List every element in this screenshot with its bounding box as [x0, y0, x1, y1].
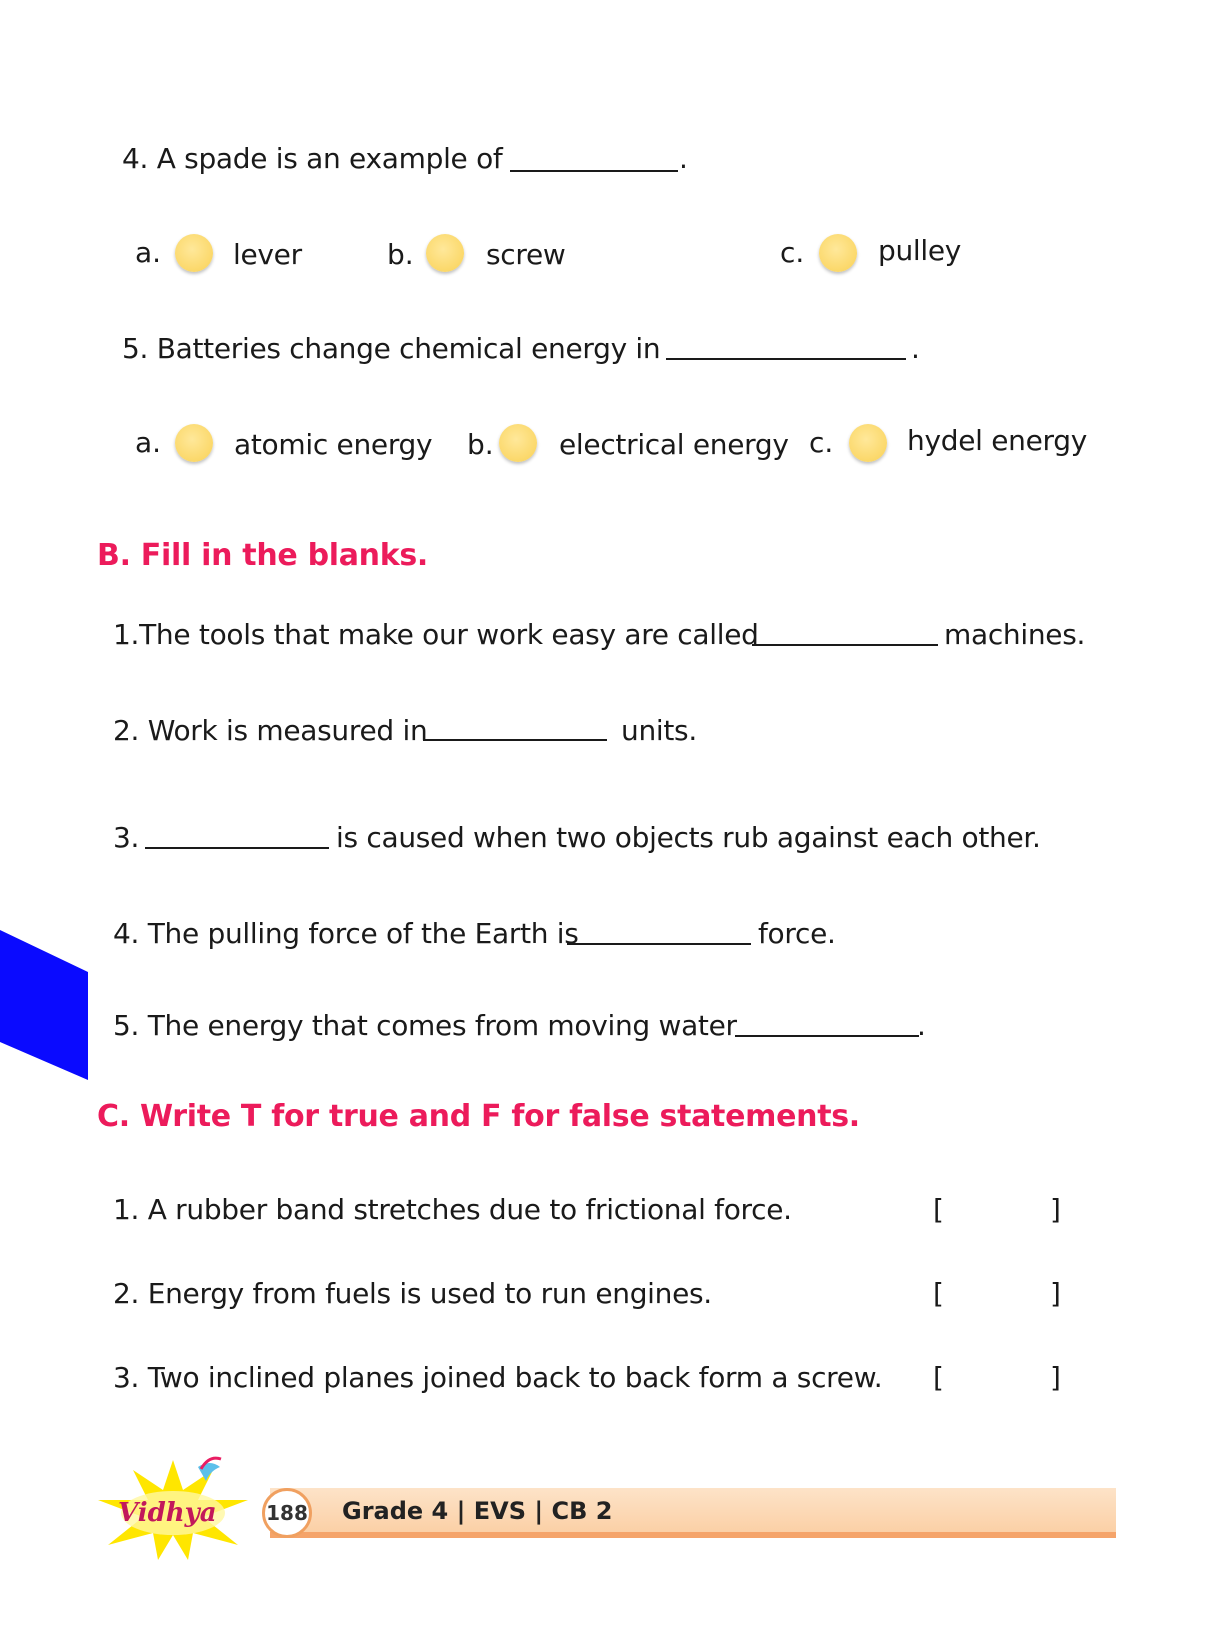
option-letter-b: b.: [387, 238, 414, 271]
option-label-pulley: pulley: [878, 234, 962, 267]
fill-item-4-before: 4. The pulling force of the Earth is: [113, 917, 579, 950]
answer-bracket-close: ]: [1050, 1361, 1061, 1394]
answer-blank[interactable]: [145, 847, 329, 849]
option-label-hydel-energy: hydel energy: [907, 424, 1087, 457]
page-number: 188: [262, 1488, 312, 1538]
option-letter-c: c.: [809, 426, 834, 459]
option-bubble-c[interactable]: [849, 424, 887, 462]
answer-blank[interactable]: [423, 739, 607, 741]
fill-item-5-after: .: [917, 1009, 926, 1042]
answer-bracket-open: [: [933, 1361, 944, 1394]
option-letter-b: b.: [467, 428, 494, 461]
tf-statement-2: 2. Energy from fuels is used to run engines.: [113, 1277, 712, 1310]
side-tab-decoration: [0, 930, 88, 1080]
question-5-text: 5. Batteries change chemical energy in: [122, 332, 661, 365]
question-4-period: .: [679, 142, 688, 175]
option-letter-c: c.: [780, 236, 805, 269]
answer-blank[interactable]: [735, 1035, 919, 1037]
option-bubble-a[interactable]: [175, 234, 213, 272]
answer-blank[interactable]: [510, 170, 678, 172]
option-label-electrical-energy: electrical energy: [559, 428, 789, 461]
question-4-text: 4. A spade is an example of: [122, 142, 503, 175]
fill-item-3-before: 3.: [113, 821, 140, 854]
answer-bracket-close: ]: [1050, 1193, 1061, 1226]
fill-item-1-after: machines.: [944, 618, 1086, 651]
answer-blank[interactable]: [666, 358, 906, 360]
option-label-screw: screw: [486, 238, 566, 271]
fill-item-4-after: force.: [758, 917, 836, 950]
fill-item-5-before: 5. The energy that comes from moving water: [113, 1009, 737, 1042]
question-5-period: .: [911, 332, 920, 365]
option-letter-a: a.: [135, 236, 162, 269]
footer-label: Grade 4 | EVS | CB 2: [342, 1497, 613, 1525]
fill-item-1-before: 1.The tools that make our work easy are called: [113, 618, 759, 651]
answer-blank[interactable]: [567, 943, 751, 945]
option-bubble-a[interactable]: [175, 424, 213, 462]
section-c-heading: C. Write T for true and F for false statements.: [97, 1099, 860, 1134]
option-label-atomic-energy: atomic energy: [234, 428, 433, 461]
fill-item-2-before: 2. Work is measured in: [113, 714, 428, 747]
answer-bracket-open: [: [933, 1193, 944, 1226]
tf-statement-3: 3. Two inclined planes joined back to back form a screw.: [113, 1361, 883, 1394]
fill-item-3-after: is caused when two objects rub against each other.: [336, 821, 1041, 854]
option-bubble-b[interactable]: [499, 424, 537, 462]
answer-bracket-close: ]: [1050, 1277, 1061, 1310]
option-bubble-b[interactable]: [426, 234, 464, 272]
section-b-heading: B. Fill in the blanks.: [97, 538, 429, 573]
fill-item-2-after: units.: [621, 714, 697, 747]
answer-blank[interactable]: [752, 644, 938, 646]
logo-text: Vidhya: [118, 1498, 217, 1528]
option-label-lever: lever: [233, 238, 302, 271]
option-bubble-c[interactable]: [819, 234, 857, 272]
option-letter-a: a.: [135, 426, 162, 459]
answer-bracket-open: [: [933, 1277, 944, 1310]
tf-statement-1: 1. A rubber band stretches due to frictional force.: [113, 1193, 792, 1226]
